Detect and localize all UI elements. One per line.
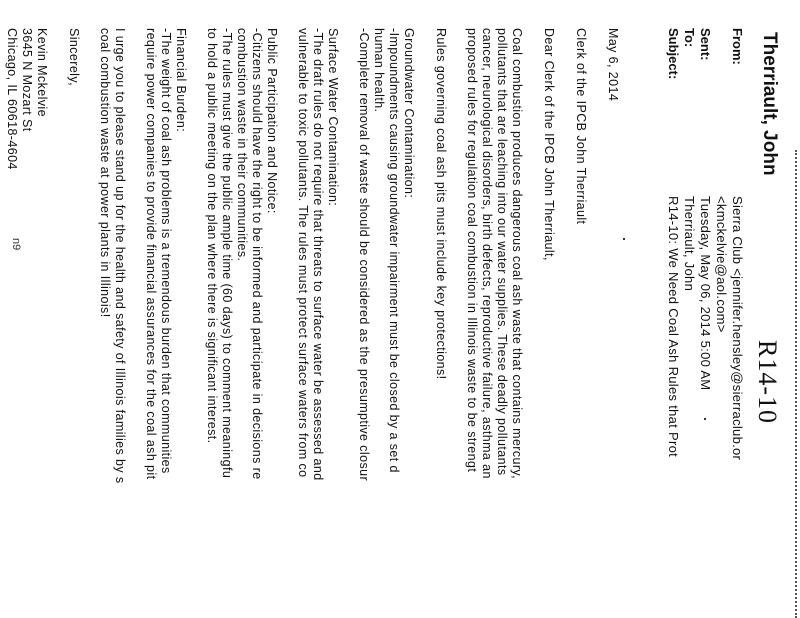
text-line: proposed rules for regulation coal combustion in Illinois waste to be strengt	[465, 28, 479, 473]
to-row	[681, 28, 697, 460]
signature-city: Chicago, IL 60618-4604	[5, 28, 19, 170]
text-line: -The draft rules do not require that threats to surface water be assessed and	[311, 28, 325, 481]
financial-burden-section	[143, 28, 188, 618]
text-line: vulnerable to toxic pollutants. The rules must protect surface waters from co	[296, 28, 310, 478]
text-line: pollutants that are leaching into our water supplies. These deadly pollutants	[495, 28, 509, 476]
subject-row	[665, 28, 681, 460]
sent-value: Tuesday, May 06, 2014 5:00 AM	[698, 196, 713, 391]
surface-water-section	[295, 28, 340, 618]
sent-row	[697, 28, 713, 460]
header-dotted-rule	[793, 150, 797, 618]
text-line: I urge you to please stand up for the health and safety of Illinois families by s	[113, 28, 127, 484]
signature-name: Kevin Mckelvie	[35, 28, 49, 117]
text-line: -Complete removal of waste should be considered as the presumptive closur	[357, 28, 371, 482]
subject-label: Subject:	[666, 28, 681, 80]
from-label: From:	[730, 28, 745, 65]
text-line: -Impoundments causing groundwater impairment must be closed by a set d	[387, 28, 401, 473]
from-value: Sierra Club <jennifer.hensley@sierraclub.or	[730, 196, 745, 461]
key-protections-line: Rules governing coal ash pits must include key protections!	[434, 28, 448, 380]
letter-recipient: Clerk of the IPCB John Therriault	[574, 28, 588, 225]
sent-label: Sent:	[698, 28, 713, 61]
letter-salutation: Dear Clerk of the IPCB John Therriault,	[542, 28, 556, 261]
signature-block	[4, 28, 49, 618]
text-line: -The weight of coal ash problems is a tremendous burden that communities	[159, 28, 173, 474]
subject-value: R14-10: We Need Coal Ash Rules that Prot	[666, 196, 681, 458]
section-heading: Surface Water Contamination:	[326, 28, 340, 207]
text-line: Coal combustion produces dangerous coal ash waste that contains mercury,	[510, 28, 524, 480]
from-row-continued	[713, 28, 729, 460]
letter-body	[0, 28, 620, 618]
from-value-email: <kmckelvie@aol.com>	[714, 196, 729, 333]
text-line: -The rules must give the public ample time (60 days) to comment meaningfu	[220, 28, 234, 479]
signature-street: 3645 N Mozart St	[20, 28, 34, 132]
closing: Sincerely,	[67, 28, 81, 86]
to-label: To:	[682, 28, 697, 48]
text-line: cancer, neurological disorders, birth defects, reproductive failure, asthma an	[480, 28, 494, 479]
scan-speck	[623, 238, 625, 240]
text-line: to hold a public meeting on the plan where there is significant interest.	[205, 28, 219, 444]
text-line: combustion waste in their communities.	[235, 28, 249, 262]
docket-number: R14-10	[753, 340, 782, 424]
urge-paragraph	[97, 28, 127, 618]
email-header	[665, 28, 745, 460]
letter-date: May 6, 2014	[606, 28, 620, 102]
text-line: -Citizens should have the right to be informed and participate in decisions re	[250, 28, 264, 480]
from-row	[729, 28, 745, 460]
to-value: Therriault, John	[682, 196, 697, 292]
public-participation-section	[204, 28, 279, 618]
section-heading: Financial Burden:	[174, 28, 188, 133]
page-number: n9	[10, 238, 22, 251]
section-heading: Public Participation and Notice:	[265, 28, 279, 214]
scan-speck	[704, 418, 706, 420]
sender-name: Therriault, John	[759, 32, 780, 176]
text-line: coal combustion waste at power plants in Illinois!	[98, 28, 112, 318]
section-heading: Groundwater Contamination:	[402, 28, 416, 199]
groundwater-section	[356, 28, 416, 618]
intro-paragraph	[464, 28, 524, 618]
text-line: human health.	[372, 28, 386, 113]
text-line: require power companies to provide financial assurances for the coal ash pit	[144, 28, 158, 480]
